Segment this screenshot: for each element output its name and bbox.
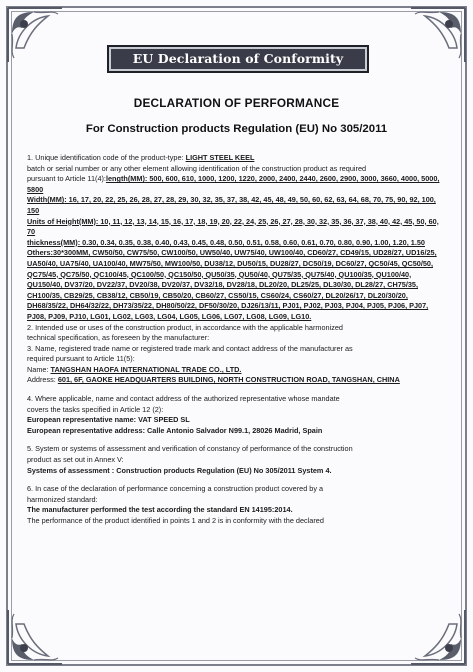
section-1-intro: 1. Unique identification code of the product-type: — [27, 153, 186, 162]
section-6-line-2: harmonized standard: — [27, 494, 98, 504]
section-6-line-1: 6. In case of the declaration of performance concerning a construction product covered by a — [27, 484, 324, 494]
title-banner: EU Declaration of Conformity — [107, 45, 369, 73]
batch-line: batch or serial number or any other element allowing identification of the construction product as required — [27, 163, 367, 173]
section-3-line-2: required pursuant to Article 11(5): — [27, 354, 135, 364]
section-3-line-1: 3. Name, registered trade name or registered trade mark and contact address of the manufacturer as — [27, 343, 353, 353]
corner-ornament-icon — [4, 606, 66, 668]
width-spec — [27, 195, 447, 216]
section-2-line-2: technical specification, as foreseen by the manufacturer: — [27, 333, 210, 343]
thickness-label: thickness(MM) — [27, 237, 78, 247]
section-6-line-4: The performance of the product identified in points 1 and 2 is in conformity with the declared — [27, 516, 324, 525]
height-spec — [27, 217, 447, 238]
others-label: Others — [27, 248, 51, 258]
product-type: LIGHT STEEL KEEL — [185, 153, 255, 162]
name-value: TANGSHAN HAOFA INTERNATIONAL TRADE CO., LTD. — [50, 364, 242, 374]
thickness-spec — [27, 238, 447, 249]
section-5-line-1: 5. System or systems of assessment and verification of constancy of performance of the construction — [27, 444, 353, 454]
name-label: Name: — [27, 364, 51, 374]
height-label: Units of Height(MM) — [27, 216, 96, 226]
width-values: : 16, 17, 20, 22, 25, 26, 28, 27, 28, 29, 30, 32, 35, 37, 38, 42, 45, 48, 49, 50, 60, 62, 63, 64, 68, 70, 75, 90, 92, 100, 150 — [27, 195, 436, 215]
height-values: : 10, 11, 12, 13, 14, 15, 16, 17, 18, 19, 20, 22, 24, 25, 26, 27, 28, 30, 32, 35, 36, 37, 38, 40, 42, 45, 50, 60, 70 — [27, 216, 439, 237]
spacer — [27, 476, 447, 484]
spacer — [27, 436, 447, 444]
section-2-line-1: 2. Intended use or uses of the construction product, in accordance with the applicable harmonized — [27, 322, 343, 332]
section-4-line-1: 4. Where applicable, name and contact address of the authorized representative whose mandate — [27, 394, 340, 404]
width-label: Width(MM) — [27, 195, 65, 205]
page-subtitle: For Construction products Regulation (EU) No 305/2011 — [85, 123, 388, 135]
length-spec — [27, 174, 447, 195]
batch-line-2: pursuant to Article 11(4): — [27, 174, 106, 184]
length-values: : 500, 600, 610, 1000, 1200, 1220, 2000, 2400, 2440, 2600, 2900, 3000, 3660, 4000, 5000, 5800 — [27, 174, 440, 194]
corner-ornament-icon — [407, 606, 469, 668]
spacer — [27, 386, 447, 394]
thickness-values: : 0.30, 0.34, 0.35, 0.38, 0.40, 0.43, 0.45, 0.48, 0.50, 0.51, 0.58, 0.60, 0.61, 0.70, 0.80, 0.90, 1.00, 1.20, 1.50 — [77, 237, 425, 247]
representative-name: European representative name: VAT SPEED SL — [27, 415, 190, 425]
page-title: DECLARATION OF PERFORMANCE — [133, 96, 340, 110]
manufacturer-name — [27, 365, 447, 376]
corner-ornament-icon — [407, 4, 469, 66]
address-label: Address: — [27, 375, 58, 385]
representative-address: European representative address: Calle Antonio Salvador N99.1, 28026 Madrid, Spain — [27, 425, 323, 435]
others-spec — [27, 248, 447, 322]
address-value: 601, 6F, GAOKE HEADQUARTERS BUILDING, NORTH CONSTRUCTION ROAD, TANGSHAN, CHINA — [57, 375, 400, 385]
declaration-body — [27, 153, 447, 527]
systems-of-assessment: Systems of assessment : Construction products Regulation (EU) No 305/2011 System 4. — [27, 465, 332, 475]
section-5-line-2: product as set out in Annex V: — [27, 455, 124, 465]
test-standard: The manufacturer performed the test according the standard EN 14195:2014. — [27, 505, 293, 515]
others-values: :30*300MM, CW50/50, CW75/50, CW100/50, UW50/40, UW75/40, UW100/40, CD60/27, CD49/15, UD28/27, UD16/25, UA50/40, UA75/40, UA100/40, MW75/50, MW100/50, DU38/12, DU50/15, DU28/27, DC50/19, DC60/27, QC50/45, QC50/50, QC75/45, QC75/50, QC100/45, QC100/50, QC150/50, QU50/35, QU50/40, QU75/35, QU75/40, QU100/35, QU100/40, QU150/40, DV37/20, DV22/37, DV20/38, DV20/37, DV32/18, DV28/18, DL20/20, DL25/25, DL30/30, DL28/27, CH75/35, CH100/35, CB29/25, CB38/12, CB50/19, CB50/20, CB60/27, CS50/15, CS60/24, CS60/27, DL20/26/17, DL20/30/20, DH68/35/22, DH64/32/22, DH73/35/22, DH80/50/22, DF50/30/20, DJ26/13/11, PJ01, PJ02, PJ03, PJ04, PJ05, PJ06, PJ07, PJ08, PJ09, PJ10, LG01, LG02, LG03, LG04, LG05, LG06, LG07, LG08, LG09, LG10. — [27, 248, 437, 321]
corner-ornament-icon — [4, 4, 66, 66]
section-4-line-2: covers the tasks specified in Article 12 (2): — [27, 404, 164, 414]
manufacturer-address — [27, 375, 447, 386]
length-label: length(MM) — [105, 174, 145, 184]
section-1 — [27, 153, 447, 164]
